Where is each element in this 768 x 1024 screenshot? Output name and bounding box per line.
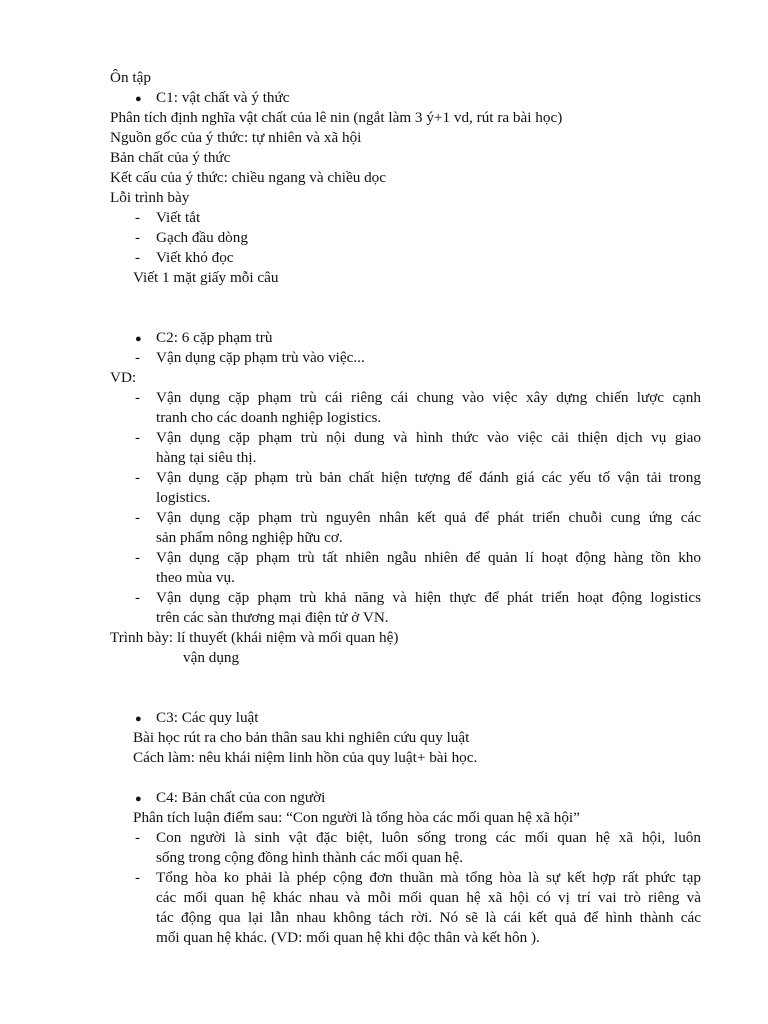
c1-error-item: Viết khó đọc — [156, 249, 234, 266]
dash-marker: - — [135, 249, 141, 266]
c4-intro: Phân tích luận điểm sau: “Con người là tổng hòa các mối quan hệ xã hội” — [133, 809, 580, 826]
c1-heading: C1: vật chất và ý thức — [156, 89, 290, 106]
c2-example: Vận dụng cặp phạm trù nguyên nhân kết quả để phát triển chuỗi cung ứng các — [156, 509, 701, 526]
bullet-icon: ● — [135, 713, 142, 725]
dash-marker: - — [135, 389, 141, 406]
dash-marker: - — [135, 549, 141, 566]
c1-line: Bản chất của ý thức — [110, 149, 231, 166]
dash-marker: - — [135, 829, 141, 846]
dash-marker: - — [135, 869, 141, 886]
c3-heading: C3: Các quy luật — [156, 709, 259, 726]
c1-error-item: Gạch đầu dòng — [156, 229, 248, 246]
c3-line: Bài học rút ra cho bản thân sau khi nghiên cứu quy luật — [133, 729, 470, 746]
c2-example-cont: logistics. — [156, 489, 211, 506]
c4-point-line: Con người là sinh vật đặc biệt, luôn sống trong các mối quan hệ xã hội, luôn — [156, 829, 701, 846]
c3-line: Cách làm: nêu khái niệm linh hồn của quy luật+ bài học. — [133, 749, 478, 766]
dash-marker: - — [135, 209, 141, 226]
dash-marker: - — [135, 429, 141, 446]
c2-example: Vận dụng cặp phạm trù tất nhiên ngẫu nhiên để quản lí hoạt động hàng tồn kho — [156, 549, 701, 566]
bullet-icon: ● — [135, 333, 142, 345]
c2-example: Vận dụng cặp phạm trù bản chất hiện tượng để đánh giá các yếu tố vận tải trong — [156, 469, 701, 486]
c2-example: Vận dụng cặp phạm trù nội dung và hình thức vào việc cải thiện dịch vụ giao — [156, 429, 701, 446]
dash-marker: - — [135, 509, 141, 526]
c2-example-cont: sản phẩm nông nghiệp hữu cơ. — [156, 529, 343, 546]
c1-line: Kết cấu của ý thức: chiều ngang và chiều dọc — [110, 169, 387, 186]
page-title: Ôn tập — [110, 69, 151, 86]
c2-example: Vận dụng cặp phạm trù cái riêng cái chung vào việc xây dựng chiến lược cạnh — [156, 389, 701, 406]
dash-marker: - — [135, 589, 141, 606]
c2-vd-label: VD: — [110, 369, 137, 386]
bullet-icon: ● — [135, 793, 142, 805]
c1-error-item: Viết tắt — [156, 209, 201, 226]
c4-point-line: mối quan hệ khác. (VD: mối quan hệ khi độc thân và kết hôn ). — [156, 929, 540, 946]
c4-point-line: các mối quan hệ khác nhau và mỗi mối quan hệ xã hội có vị trí vai trò riêng và — [156, 889, 701, 906]
c2-example-cont: trên các sàn thương mại điện tử ở VN. — [156, 609, 389, 626]
dash-marker: - — [135, 469, 141, 486]
c1-line: Phân tích định nghĩa vật chất của lê nin (ngắt làm 3 ý+1 vd, rút ra bài học) — [110, 109, 563, 126]
c2-example-cont: theo mùa vụ. — [156, 569, 235, 586]
c1-line: Nguồn gốc của ý thức: tự nhiên và xã hội — [110, 129, 362, 146]
bullet-icon: ● — [135, 93, 142, 105]
c2-van-dung: vận dụng — [183, 649, 240, 666]
c2-heading: C2: 6 cặp phạm trù — [156, 329, 273, 346]
dash-marker: - — [135, 349, 141, 366]
c4-point-line: tác động qua lại lẫn nhau không tách rời. Nó sẽ là cái kết quả để hình thành các — [156, 909, 701, 926]
c4-heading: C4: Bản chất của con người — [156, 789, 326, 806]
c2-example: Vận dụng cặp phạm trù khả năng và hiện thực để phát triển hoạt động logistics — [156, 589, 701, 606]
c2-example-cont: tranh cho các doanh nghiệp logistics. — [156, 409, 382, 426]
c2-trinh-bay: Trình bày: lí thuyết (khái niệm và mối quan hệ) — [110, 629, 399, 646]
c4-point-line: sống trong cộng đồng hình thành các mối quan hệ. — [156, 849, 464, 866]
c4-point-line: Tổng hòa ko phải là phép cộng đơn thuần mà tổng hòa là sự kết hợp rất phức tạp — [156, 869, 701, 886]
c2-example-cont: hàng tại siêu thị. — [156, 449, 257, 466]
c1-line: Lỗi trình bày — [110, 189, 190, 206]
c2-dash-intro: Vận dụng cặp phạm trù vào việc... — [156, 349, 365, 366]
c1-note: Viết 1 mặt giấy mỗi câu — [133, 269, 279, 286]
dash-marker: - — [135, 229, 141, 246]
